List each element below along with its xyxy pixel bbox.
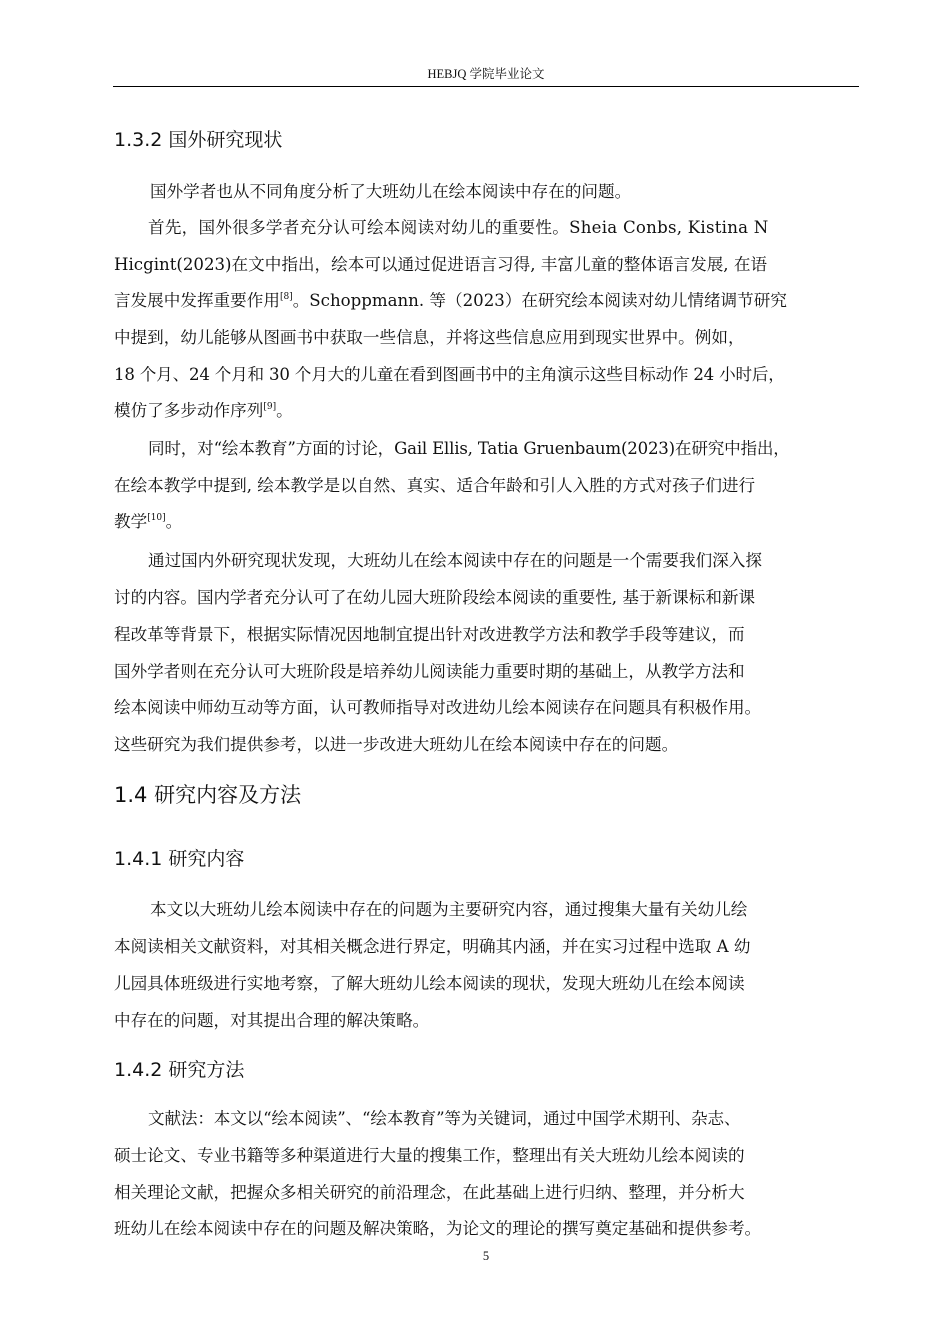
section-heading-1-4-1: 1.4.1 研究内容 — [114, 848, 245, 870]
paragraph-line — [114, 283, 862, 319]
paragraph-line: 班幼儿在绘本阅读中存在的问题及解决策略，为论文的理论的撰写奠定基础和提供参考。 — [114, 1219, 762, 1238]
text-run: 教学 — [114, 512, 148, 531]
paragraph-line: 首先，国外很多学者充分认可绘本阅读对幼儿的重要性。Sheia Conbs, Kistina N — [148, 218, 769, 237]
paragraph-line: 在绘本教学中提到, 绘本教学是以自然、真实、适合年龄和引人入胜的方式对孩子们进行 — [114, 476, 756, 495]
paragraph-line: 讨的内容。国内学者充分认可了在幼儿园大班阶段绘本阅读的重要性, 基于新课标和新课 — [114, 588, 756, 607]
paragraph-line: 中存在的问题，对其提出合理的解决策略。 — [114, 1011, 430, 1030]
paragraph-line: 本文以大班幼儿绘本阅读中存在的问题为主要研究内容，通过搜集大量有关幼儿绘 — [150, 900, 748, 919]
running-header: HEBJQ 学院毕业论文 — [427, 67, 545, 81]
citation-ref: [8] — [279, 292, 293, 302]
paragraph-line: 儿园具体班级进行实地考察，了解大班幼儿绘本阅读的现状，发现大班幼儿在绘本阅读 — [114, 974, 745, 993]
paragraph-line: 国外学者也从不同角度分析了大班幼儿在绘本阅读中存在的问题。 — [150, 182, 632, 201]
paragraph-line: 这些研究为我们提供参考，以进一步改进大班幼儿在绘本阅读中存在的问题。 — [114, 735, 679, 754]
page-number: 5 — [482, 1249, 490, 1263]
paragraph-line: Hicgint(2023)在文中指出，绘本可以通过促进语言习得, 丰富儿童的整体语言发展, 在语 — [114, 255, 768, 274]
paragraph-line: 通过国内外研究现状发现，大班幼儿在绘本阅读中存在的问题是一个需要我们深入探 — [148, 551, 762, 570]
paragraph-line: 国外学者则在充分认可大班阶段是培养幼儿阅读能力重要时期的基础上，从教学方法和 — [114, 662, 745, 681]
paragraph-line: 18 个月、24 个月和 30 个月大的儿童在看到图画书中的主角演示这些目标动作 24 小时后， — [114, 365, 785, 384]
paragraph-line: 中提到，幼儿能够从图画书中获取一些信息，并将这些信息应用到现实世界中。例如， — [114, 328, 745, 347]
text-run: 。 — [276, 401, 293, 420]
section-heading-1-3-2: 1.3.2 国外研究现状 — [114, 129, 283, 151]
text-run: 。Schoppmann. 等（2023）在研究绘本阅读对幼儿情绪调节研究 — [292, 291, 787, 310]
header-rule — [113, 86, 859, 87]
paragraph-line: 本阅读相关文献资料，对其相关概念进行界定，明确其内涵，并在实习过程中选取 A 幼 — [114, 937, 751, 956]
paragraph-line: 程改革等背景下，根据实际情况因地制宜提出针对改进教学方法和教学手段等建议，而 — [114, 625, 745, 644]
paragraph-line: 硕士论文、专业书籍等多种渠道进行大量的搜集工作，整理出有关大班幼儿绘本阅读的 — [114, 1146, 745, 1165]
paragraph-line — [114, 393, 862, 429]
citation-ref: [10] — [147, 513, 166, 523]
paragraph-line: 同时，对“绘本教育”方面的讨论，Gail Ellis, Tatia Gruenbaum(2023)在研究中指出， — [148, 439, 790, 458]
paragraph-line: 绘本阅读中师幼互动等方面，认可教师指导对改进幼儿绘本阅读存在问题具有积极作用。 — [114, 698, 762, 717]
paragraph-line: 文献法：本文以“绘本阅读”、“绘本教育”等为关键词，通过中国学术期刊、杂志、 — [148, 1109, 741, 1128]
paragraph-line: 相关理论文献，把握众多相关研究的前沿理念，在此基础上进行归纳、整理，并分析大 — [114, 1183, 745, 1202]
text-run: 模仿了多步动作序列 — [114, 401, 264, 420]
citation-ref: [9] — [263, 402, 277, 412]
section-heading-1-4-2: 1.4.2 研究方法 — [114, 1059, 245, 1081]
paragraph-line — [114, 504, 862, 540]
text-run: 言发展中发挥重要作用 — [114, 291, 280, 310]
section-heading-1-4: 1.4 研究内容及方法 — [114, 783, 302, 807]
text-run: 。 — [165, 512, 183, 531]
